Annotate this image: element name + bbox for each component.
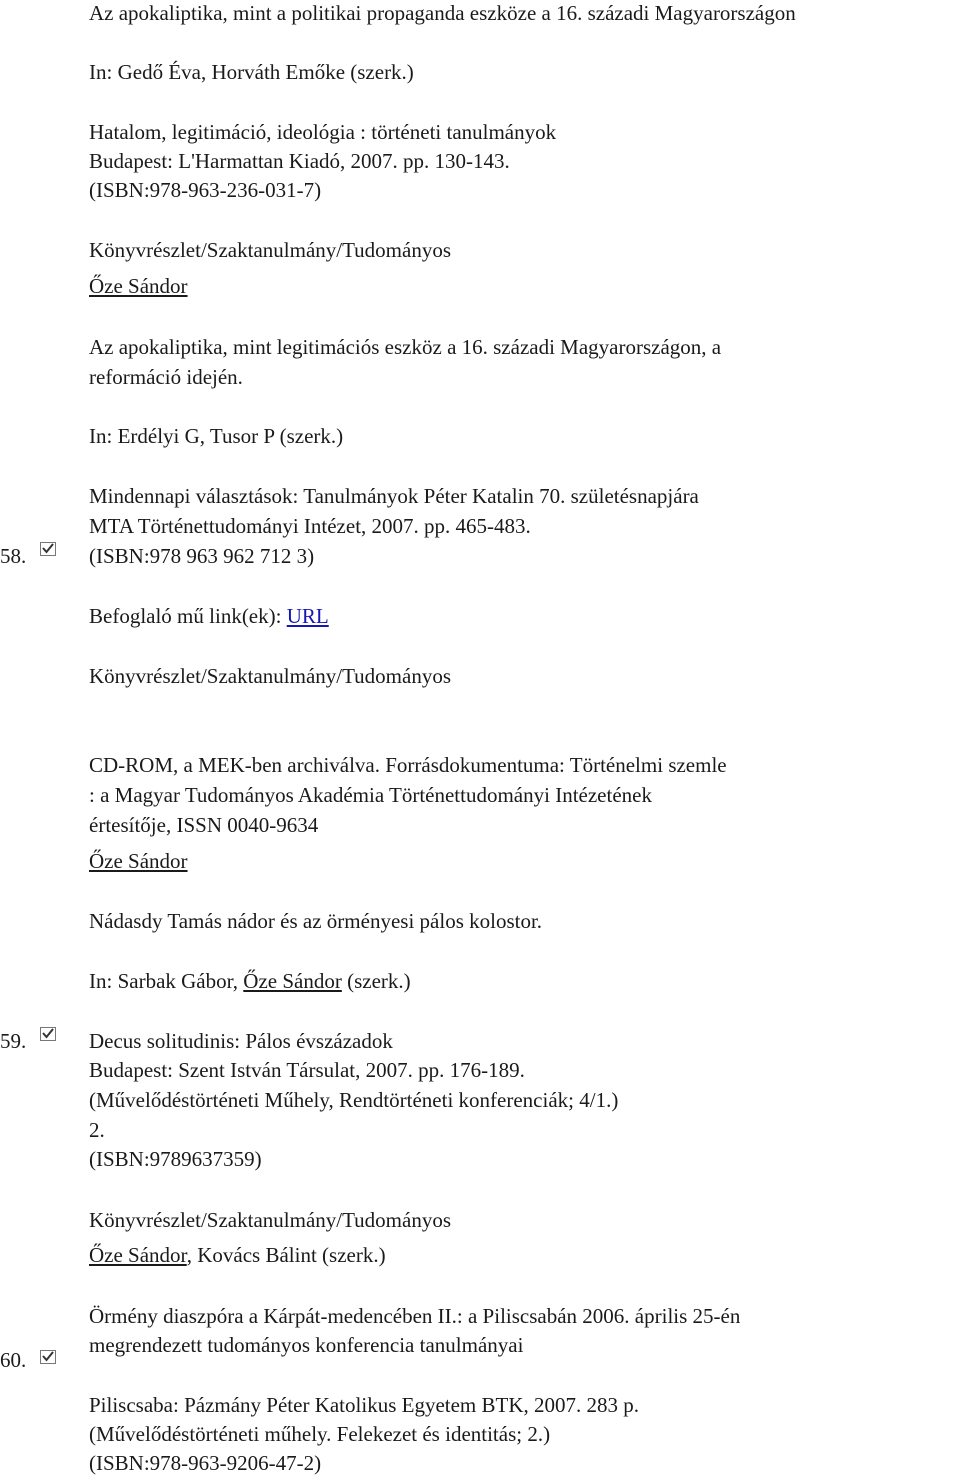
checkmark-icon <box>42 1028 54 1039</box>
entry60-title-line2: megrendezett tudományos konferencia tanulmányai <box>89 1333 524 1357</box>
entry59-series-line2: 2. <box>89 1118 105 1142</box>
entry57-type: Könyvrészlet/Szaktanulmány/Tudományos <box>89 238 452 262</box>
entry60-author-line <box>89 1242 386 1268</box>
entry58-note-line2: : a Magyar Tudományos Akadémia Történettudományi Intézetének <box>89 783 652 807</box>
entry57-isbn: (ISBN:978-963-236-031-7) <box>89 178 322 202</box>
in-suffix: (szerk.) <box>341 969 411 993</box>
entry57-publisher: Budapest: L'Harmattan Kiadó, 2007. pp. 130-143. <box>89 149 510 173</box>
author-link[interactable]: Őze Sándor <box>89 1243 187 1267</box>
in-prefix: In: Sarbak Gábor, <box>89 969 244 993</box>
entry58-note-line1: CD-ROM, a MEK-ben archiválva. Forrásdokumentuma: Történelmi szemle <box>89 753 727 777</box>
url-link[interactable]: URL <box>286 604 329 628</box>
entry58-book-title: Mindennapi választások: Tanulmányok Péter Katalin 70. születésnapjára <box>89 484 699 508</box>
entry59-book-title: Decus solitudinis: Pálos évszázadok <box>89 1029 393 1053</box>
entry58-type: Könyvrészlet/Szaktanulmány/Tudományos <box>89 664 452 688</box>
entry60-series: (Művelődéstörténeti műhely. Felekezet és identitás; 2.) <box>89 1422 551 1446</box>
entry58-title-line2: reformáció idején. <box>89 365 243 389</box>
entry58-in-line: In: Erdélyi G, Tusor P (szerk.) <box>89 424 344 448</box>
entry58-link-row <box>89 603 329 629</box>
author-suffix: , Kovács Bálint (szerk.) <box>186 1243 386 1267</box>
entry58-publisher: MTA Történettudományi Intézet, 2007. pp. 465-483. <box>89 514 531 538</box>
entry60-isbn: (ISBN:978-963-9206-47-2) <box>89 1451 322 1475</box>
entry59-title: Nádasdy Tamás nádor és az örményesi pálos kolostor. <box>89 909 543 933</box>
checkmark-icon <box>42 1351 54 1362</box>
entry57-in-line: In: Gedő Éva, Horváth Emőke (szerk.) <box>89 60 414 84</box>
entry60-title-line1: Örmény diaszpóra a Kárpát-medencében II.: a Piliscsabán 2006. április 25-én <box>89 1304 741 1328</box>
entry59-publisher: Budapest: Szent István Társulat, 2007. pp. 176-189. <box>89 1058 525 1082</box>
entry60-checkbox[interactable] <box>40 1350 56 1364</box>
entry58-title-line1: Az apokaliptika, mint legitimációs eszköz a 16. századi Magyarországon, a <box>89 335 722 359</box>
checkmark-icon <box>42 543 54 554</box>
entry59-checkbox[interactable] <box>40 1027 56 1041</box>
entry60-publisher: Piliscsaba: Pázmány Péter Katolikus Egyetem BTK, 2007. 283 p. <box>89 1393 639 1417</box>
entry58-note-line3: értesítője, ISSN 0040-9634 <box>89 813 319 837</box>
entry57-book-title: Hatalom, legitimáció, ideológia : történeti tanulmányok <box>89 120 557 144</box>
author-link[interactable]: Őze Sándor <box>89 274 188 298</box>
entry58-author-link[interactable] <box>89 273 188 299</box>
entry60-number: 60. <box>0 1348 27 1372</box>
entry59-series-line1: (Művelődéstörténeti Műhely, Rendtörténeti konferenciák; 4/1.) <box>89 1088 619 1112</box>
entry59-type: Könyvrészlet/Szaktanulmány/Tudományos <box>89 1208 452 1232</box>
author-link[interactable]: Őze Sándor <box>89 849 188 873</box>
entry58-number: 58. <box>0 544 27 568</box>
entry57-title: Az apokaliptika, mint a politikai propaganda eszköze a 16. századi Magyarországon <box>89 1 796 25</box>
entry59-in-line <box>89 968 411 994</box>
link-label: Befoglaló mű link(ek): <box>89 604 287 628</box>
entry59-author-link[interactable] <box>89 848 188 874</box>
entry59-isbn: (ISBN:9789637359) <box>89 1147 262 1171</box>
entry58-checkbox[interactable] <box>40 542 56 556</box>
entry58-isbn: (ISBN:978 963 962 712 3) <box>89 544 315 568</box>
editor-link[interactable]: Őze Sándor <box>243 969 342 993</box>
entry59-number: 59. <box>0 1029 27 1053</box>
